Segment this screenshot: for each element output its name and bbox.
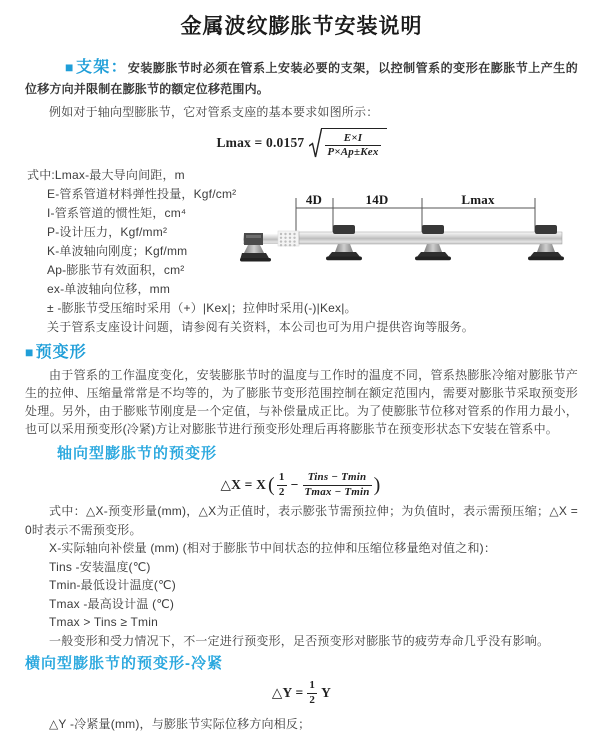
dim-label-lmax: Lmax (461, 192, 495, 207)
support-section-paragraph (25, 57, 578, 100)
axial-note: X-实际轴向补偿量 (mm) (相对于膨胀节中间状态的拉伸和压缩位移量绝对值之和)： (49, 541, 497, 555)
fraction-denominator: Tmax − Tmin (304, 485, 370, 498)
formula-dx-lhs: △X = X (220, 477, 267, 492)
definition-item: P-设计压力，Kgf/mm² (47, 225, 168, 239)
page-title: 金属波纹膨胀节安装说明 (180, 15, 423, 38)
definition-item: E-管系管道材料弹性投量，Kgf/cm² (47, 187, 237, 201)
predeform-section-heading: 预变形 (35, 344, 87, 361)
axial-note: 一般变形和受力情况下，不一定进行预变形，足否预变形对膨胀节的疲劳寿命几乎没有影响。 (49, 633, 550, 648)
fraction-numerator: E×I (343, 131, 363, 144)
predeform-section-heading-row (25, 341, 578, 364)
fraction-denominator: P×Ap±Kex (327, 146, 379, 158)
dim-label-4d: 4D (305, 192, 323, 207)
definition-item: ex-单波轴向位移，mm (47, 282, 171, 296)
pipe-support-diagram (240, 191, 600, 275)
formula-lmax-lhs: Lmax = 0.0157 (216, 135, 305, 150)
support-example-text: 例如对于轴向型膨胀节，它对管系支座的基本要求如图所示： (49, 105, 379, 119)
axial-note: Tmax -最高设计温 (℃) (49, 596, 175, 611)
definition-item: I-管系管道的惯性矩，cm⁴ (47, 206, 187, 220)
axial-note: Tmin-最低设计温度(℃) (49, 578, 176, 592)
support-section-heading: 支架： (75, 59, 128, 76)
axial-note: Tins -安装温度(℃) (49, 559, 151, 574)
fraction-numerator: Tins − Tmin (307, 471, 367, 484)
axial-subheading: 轴向型膨胀节的预变形 (57, 445, 218, 462)
formula-dy-lhs: △Y = (271, 685, 304, 700)
temperature-fraction (303, 471, 372, 498)
axial-note: 式中：△X-预变形量(mm)，△X为正值时，表示膨张节需预拉伸；为负值时，表示需预压缩；△X = 0时表示不需预变形。 (25, 504, 578, 537)
axial-note: Tmax > Tins ≥ Tmin (49, 615, 158, 629)
definition-item: Ap-膨胀节有效面积，cm² (47, 263, 185, 277)
formula-delta-x (25, 468, 578, 502)
one-half-fraction (307, 679, 317, 706)
axial-notes (25, 502, 578, 650)
bellows-section (278, 231, 299, 246)
open-paren: ( (268, 473, 275, 496)
definition-item: K-单波轴向刚度；Kgf/mm (47, 244, 188, 258)
minus-operator: − (290, 477, 299, 492)
radicand (321, 128, 386, 160)
formula-dy-rhs: Y (321, 685, 332, 700)
support-intro-text: 安装膨胀节时必须在管系上安装必要的支架，以控制管系的变形在膨胀节上产生的位移方向并限制在膨胀节的额定位移范围内。 (25, 61, 578, 96)
fraction (325, 132, 380, 159)
predeform-paragraph: 由于管系的工作温度变化，安装膨胀节时的温度与工作时的温度不同，管系热膨胀冷缩对膨胀节产生的拉伸、压缩量常常是不均等的，为了膨胀节变形范围控制在额定范围内，需要对膨胀节采取预变形处理。另外，由于膨账节刚度是一个定值，与补偿量成正比。为了使膨胀节位移对管系的作用力最小，也可以采用预变形(冷紧)方让对膨胀节进行预变形处理后再将膨胀节在预变形状态下安装在管系中。 (25, 368, 578, 436)
fraction-numerator: 1 (278, 471, 285, 484)
dimension-line (296, 198, 535, 232)
lateral-note: △Y -冷紧量(mm)，与膨胀节实际位移方向相反； (49, 717, 311, 731)
left-anchor-support (240, 233, 279, 262)
fraction-numerator: 1 (309, 679, 316, 692)
dim-label-14d: 14D (365, 192, 389, 207)
formula-delta-y (25, 678, 578, 708)
section-square-icon: ■ (25, 344, 34, 360)
definition-item: ± -膨胀节受压缩时采用（+）|Kex|；拉伸时采用(-)|Kex|。 (47, 301, 357, 315)
fraction-denominator: 2 (278, 485, 285, 498)
section-square-icon: ■ (65, 59, 74, 75)
fraction-denominator: 2 (309, 693, 316, 706)
formula-lmax (25, 126, 578, 160)
lateral-subheading: 横向型膨胀节的预变形-冷紧 (25, 655, 223, 672)
square-root-expression (309, 126, 386, 160)
definition-item: 式中:Lmax-最大导向间距，m (27, 168, 185, 182)
close-paren: ) (373, 473, 381, 496)
one-half-fraction (277, 471, 287, 498)
definition-item: 关于管系支座设计问题，请参阅有关资料，本公司也可为用户提供咨询等服务。 (47, 320, 475, 334)
